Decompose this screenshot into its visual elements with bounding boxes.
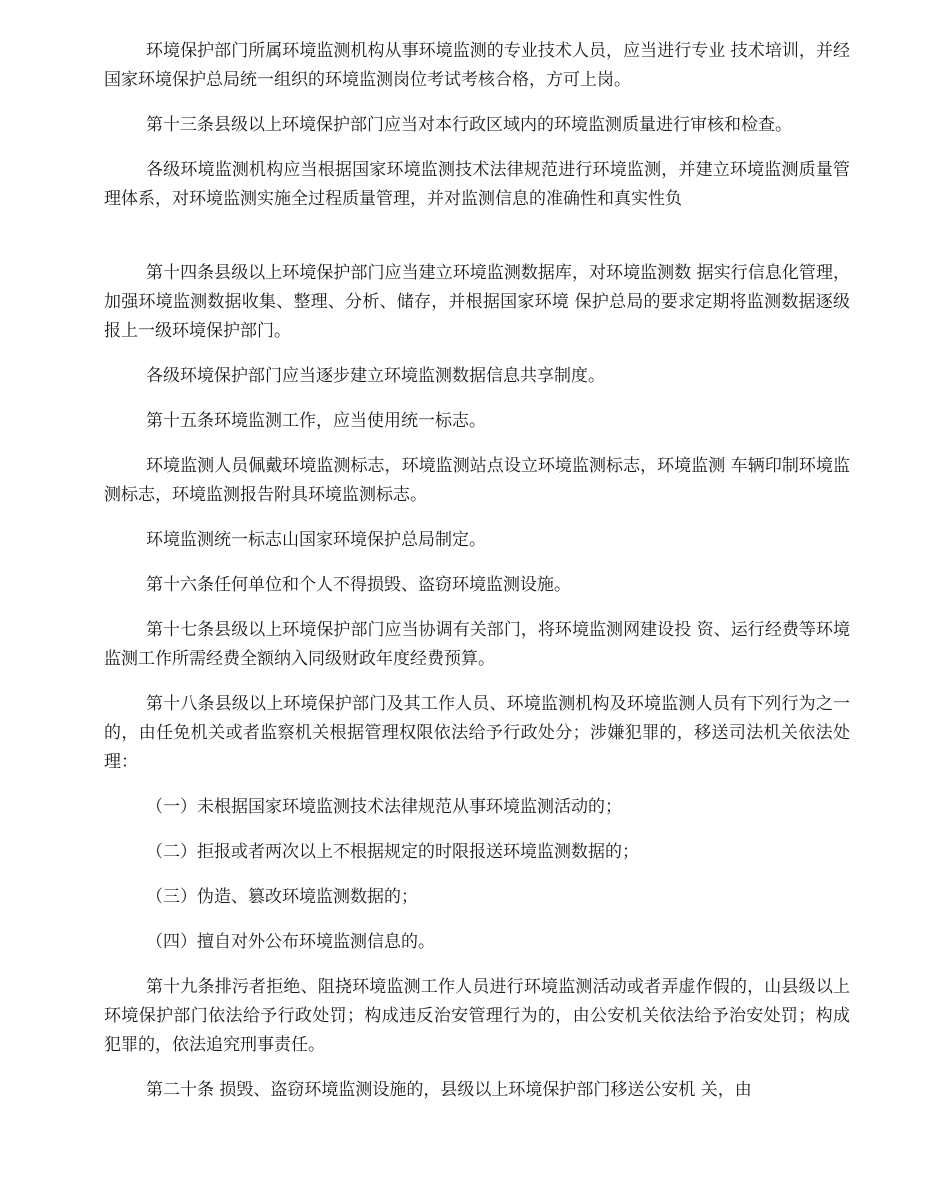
list-item-4: （四）擅自对外公布环境监测信息的。 (146, 932, 435, 952)
paragraph-article-16: 第十六条任何单位和个人不得损毁、盗窃环境监测设施。 (146, 575, 571, 595)
list-item-3: （三）伪造、篡改环境监测数据的； (146, 887, 418, 907)
paragraph-article-13: 第十三条县级以上环境保护部门应当对本行政区域内的环境监测质量进行审核和检查。 (146, 115, 792, 135)
paragraph-article-15: 第十五条环境监测工作，应当使用统一标志。 (146, 411, 486, 431)
list-item-2: （二）拒报或者两次以上不根据规定的时限报送环境监测数据的； (146, 842, 639, 862)
paragraph-article-17: 第十七条县级以上环境保护部门应当协调有关部门，将环境监测网建设投 资、运行经费等环境监测工作所需经费全额纳入同级财政年度经费预算。 (104, 620, 850, 669)
paragraph-mark-authority: 环境监测统一标志山国家环境保护总局制定。 (146, 530, 486, 550)
paragraph-article-18: 第十八条县级以上环境保护部门及其工作人员、环境监测机构及环境监测人员有下列行为之一的，由任免机关或者监察机关根据管理权限依法给予行政处分；涉嫌犯罪的，移送司法机关依法处理： (104, 694, 850, 772)
document-page (104, 37, 850, 1121)
paragraph-monitoring-marks: 环境监测人员佩戴环境监测标志，环境监测站点设立环境监测标志，环境监测 车辆印制环境监测标志，环境监测报告附具环境监测标志。 (104, 456, 850, 505)
paragraph-article-19: 第十九条排污者拒绝、阻挠环境监测工作人员进行环境监测活动或者弄虚作假的，山县级以上环境保护部门依法给予行政处罚；构成违反治安管理行为的，由公安机关依法给予治安处罚；构成犯罪的，依法追究刑事责任。 (104, 977, 850, 1055)
list-item-1: （一）未根据国家环境监测技术法律规范从事环境监测活动的； (146, 797, 622, 817)
paragraph-staff-training: 环境保护部门所属环境监测机构从事环境监测的专业技术人员，应当进行专业 技术培训，并经国家环境保护总局统一组织的环境监测岗位考试考核合格，方可上岗。 (104, 41, 850, 90)
paragraph-article-14: 第十四条县级以上环境保护部门应当建立环境监测数据库，对环境监测数 据实行信息化管理，加强环境监测数据收集、整理、分析、储存，并根据国家环境 保护总局的要求定期将监测数据逐级报上一级环境保护部门。 (104, 263, 850, 341)
paragraph-quality-management: 各级环境监测机构应当根据国家环境监测技术法律规范进行环境监测，并建立环境监测质量管理体系，对环境监测实施全过程质量管理，并对监测信息的准确性和真实性负 (104, 160, 850, 209)
paragraph-article-20: 第二十条 损毁、盗窃环境监测设施的，县级以上环境保护部门移送公安机 关，由 (146, 1080, 752, 1100)
paragraph-data-sharing: 各级环境保护部门应当逐步建立环境监测数据信息共享制度。 (146, 366, 605, 386)
